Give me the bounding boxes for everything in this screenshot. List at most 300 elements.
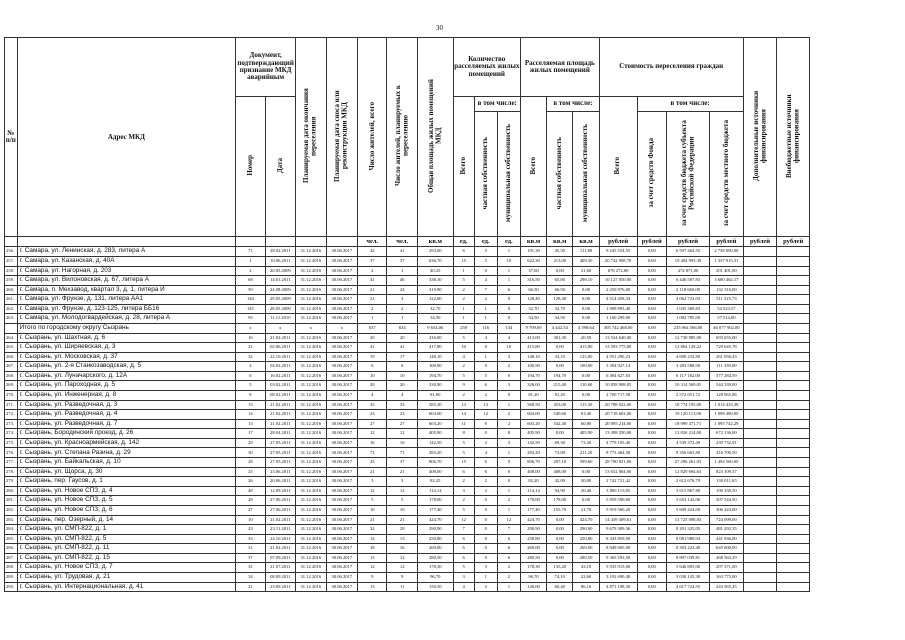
row-cell: 2	[453, 496, 474, 506]
row-cell	[743, 438, 777, 448]
row-cell: 10 127 050,00	[599, 276, 637, 286]
row-address: г. Сызрань, ул. Новое СПЗ, д. 6	[17, 505, 236, 515]
row-cell: 81,20	[520, 391, 546, 401]
row-cell: 0,00	[547, 362, 573, 372]
row-cell: 17	[236, 429, 265, 439]
row-cell: 31.12.2016	[296, 276, 326, 286]
row-cell: 0	[497, 304, 520, 314]
row-cell: 201 401,00	[710, 266, 744, 276]
row-cell: 0	[474, 515, 497, 525]
row-cell: 1 082 785,00	[666, 314, 709, 324]
row-cell: 111 339,00	[710, 362, 744, 372]
row-address: г. Сызрань, ул. Инженерная, д. 8	[17, 391, 236, 401]
row-cell: 31.12.2016	[296, 362, 326, 372]
row-cell: 9 201 325,05	[666, 525, 709, 535]
row-cell: 603,20	[417, 419, 453, 429]
row-cell: 4	[236, 362, 265, 372]
row-cell: 0,00	[637, 429, 666, 439]
row-cell: 0,00	[637, 515, 666, 525]
row-cell: 10 314 569,05	[666, 381, 709, 391]
row-cell: 20,50	[573, 333, 599, 343]
row-cell	[777, 381, 810, 391]
row-cell: 178,30	[520, 563, 546, 573]
row-cell: 96,70	[417, 573, 453, 583]
row-cell: 30.06.2017	[326, 467, 358, 477]
row-cell: 3 030 125,38	[666, 573, 709, 583]
row-cell	[743, 534, 777, 544]
row-cell: 21	[358, 515, 387, 525]
row-cell: 0	[474, 343, 497, 353]
row-cell	[743, 391, 777, 401]
header-cost-local: за счет средств местного бюджета	[710, 112, 744, 237]
row-cell: 4	[453, 582, 474, 592]
row-cell: 31.12.2016	[296, 429, 326, 439]
row-number: 269.	[5, 381, 18, 391]
row-cell: 453,00	[547, 400, 573, 410]
row-cell: 30	[236, 448, 265, 458]
row-cell: 30.06.2017	[326, 544, 358, 554]
row-cell: 140,00	[520, 582, 546, 592]
row-cell: 30.06.2017	[326, 429, 358, 439]
row-cell: 0,00	[637, 285, 666, 295]
row-cell	[777, 256, 810, 266]
row-cell: 9	[453, 381, 474, 391]
row-cell: 2	[453, 391, 474, 401]
row-cell	[777, 544, 810, 554]
row-cell: 4 690 233,80	[666, 352, 709, 362]
row-cell: 2	[453, 362, 474, 372]
row-cell: 37,60	[520, 266, 546, 276]
row-cell: 5	[453, 371, 474, 381]
row-cell: 31	[236, 544, 265, 554]
row-cell: 408,00	[417, 467, 453, 477]
row-cell: 415,80	[573, 343, 599, 353]
row-cell: 5	[236, 381, 265, 391]
row-cell: 0,00	[547, 266, 573, 276]
row-address: г. Сызрань, ул. Щорса, д. 30	[17, 467, 236, 477]
row-address: г. Сызрань, ул. Байкальская, д. 10	[17, 458, 236, 468]
row-cell: 0,00	[637, 352, 666, 362]
row-cell: 4	[387, 391, 417, 401]
row-cell: 5 609 424,00	[666, 505, 709, 515]
row-number: 260.	[5, 285, 18, 295]
row-cell	[743, 352, 777, 362]
table-row	[5, 429, 810, 439]
row-cell: 20	[387, 333, 417, 343]
row-cell: 1 160 299,00	[599, 314, 637, 324]
row-address: г. Самара, ул. Казанская, д. 40А	[17, 256, 236, 266]
row-cell	[743, 381, 777, 391]
row-cell	[743, 525, 777, 535]
row-cell	[777, 352, 810, 362]
row-cell: 269,00	[520, 544, 546, 554]
row-cell: 5	[387, 496, 417, 506]
row-cell	[743, 496, 777, 506]
row-number: 279.	[5, 477, 18, 487]
row-cell: 417,80	[417, 343, 453, 353]
row-number: 280.	[5, 486, 18, 496]
row-cell: 0,00	[637, 256, 666, 266]
row-cell: 6 446 587,83	[666, 276, 709, 286]
row-cell: 30.06.2017	[326, 573, 358, 583]
row-cell: 22.10.2011	[265, 352, 295, 362]
row-cell: 0,00	[547, 544, 573, 554]
row-cell: 30.06.2017	[326, 515, 358, 525]
row-cell: 21.07.2011	[265, 563, 295, 573]
row-cell: 1	[474, 573, 497, 583]
header-area: Расселяемая площадь жилых помещений	[520, 38, 599, 97]
row-cell: 8	[497, 429, 520, 439]
row-cell: 66,50	[547, 285, 573, 295]
row-cell	[777, 400, 810, 410]
row-cell: 5 652 142,06	[666, 496, 709, 506]
row-cell: 32,70	[520, 304, 546, 314]
row-cell: 5	[453, 448, 474, 458]
row-cell: 408,00	[520, 467, 546, 477]
row-cell: 297 371,00	[710, 563, 744, 573]
row-cell: 30.06.2017	[326, 438, 358, 448]
row-cell: 31.12.2016	[296, 458, 326, 468]
row-address: г. Сызрань, ул. СМП-822, д. 1	[17, 525, 236, 535]
table-row	[5, 525, 810, 535]
row-cell: 603,20	[520, 419, 546, 429]
row-cell: 178,00	[520, 496, 546, 506]
row-cell: 1	[453, 266, 474, 276]
row-cell: 2 572 651,72	[666, 391, 709, 401]
row-cell: 5	[453, 276, 474, 286]
row-cell: 16	[358, 438, 387, 448]
row-cell: 41	[358, 343, 387, 353]
row-cell: 9 654,06	[417, 323, 453, 333]
row-number: 263.	[5, 314, 18, 324]
row-cell: 8 303 223,40	[666, 544, 709, 554]
row-cell: 31.12.2016	[296, 247, 326, 257]
row-cell: 57 514,00	[710, 314, 744, 324]
row-cell: 13	[387, 534, 417, 544]
unit-cell: рублей	[710, 237, 744, 247]
header-residents-planned: Число жителей, планируемых к переселению	[387, 38, 417, 237]
row-number: 267.	[5, 362, 18, 372]
row-cell: 23	[236, 525, 265, 535]
row-cell: 30.06.2017	[326, 553, 358, 563]
header-address: Адрес МКД	[17, 38, 236, 237]
row-cell	[777, 295, 810, 305]
row-cell: 0	[474, 525, 497, 535]
table-row	[5, 381, 810, 391]
row-cell: 409,30	[573, 256, 599, 266]
row-cell: 1	[497, 266, 520, 276]
row-cell: 40,25	[417, 266, 453, 276]
row-cell: 37	[358, 256, 387, 266]
unit-cell: кв.м	[547, 237, 573, 247]
unit-cell: ед.	[453, 237, 474, 247]
row-cell: 13 498 350,00	[599, 429, 637, 439]
row-number: 286.	[5, 544, 18, 554]
row-cell: 23	[387, 410, 417, 420]
row-cell: 144	[236, 295, 265, 305]
row-cell: 73,20	[573, 438, 599, 448]
row-number: 290.	[5, 582, 18, 592]
row-cell: 07.09.2011	[265, 553, 295, 563]
table-row	[5, 400, 810, 410]
row-cell: 0,00	[637, 381, 666, 391]
row-cell: 31.12.2016	[296, 400, 326, 410]
row-cell: 377 284,59	[710, 371, 744, 381]
row-cell: 31.12.2016	[296, 352, 326, 362]
row-number: 287.	[5, 553, 18, 563]
row-cell: 0,00	[637, 525, 666, 535]
row-cell: 2 118 660,00	[666, 285, 709, 295]
row-cell: 405,90	[520, 429, 546, 439]
table-row	[5, 410, 810, 420]
row-cell	[777, 323, 810, 333]
row-cell	[777, 525, 810, 535]
row-cell: 0,00	[637, 496, 666, 506]
row-cell: 4 951 290,23	[599, 352, 637, 362]
row-cell: 0,00	[637, 400, 666, 410]
row-cell: 30.06.2017	[326, 285, 358, 295]
row-cell: 13 593 775,00	[599, 343, 637, 353]
row-cell: 31.12.2016	[296, 410, 326, 420]
row-cell: 30.06.2017	[326, 247, 358, 257]
row-number: 256.	[5, 247, 18, 257]
row-cell: 48	[236, 486, 265, 496]
table-row	[5, 448, 810, 458]
row-address: г. Сызрань, ул. Разведочная, д. 4	[17, 410, 236, 420]
row-cell: 4 442,54	[547, 323, 573, 333]
header-area-municipal: муниципальная собственность	[573, 112, 599, 237]
row-cell: 1	[497, 505, 520, 515]
row-cell: 9 679 309,36	[599, 525, 637, 535]
table-row	[5, 362, 810, 372]
row-cell: 0,00	[547, 343, 573, 353]
row-cell: 0,00	[637, 467, 666, 477]
row-cell: 25	[236, 467, 265, 477]
row-cell: 4 514 458,33	[599, 295, 637, 305]
row-cell: 326,00	[520, 381, 546, 391]
row-cell: 0,00	[637, 295, 666, 305]
row-cell: 148,10	[417, 352, 453, 362]
row-cell: 21,70	[573, 505, 599, 515]
row-cell: 3	[474, 563, 497, 573]
row-cell: 42	[358, 247, 387, 257]
row-cell: 194,70	[417, 371, 453, 381]
row-cell: 6	[453, 467, 474, 477]
row-cell: 13 524 640,00	[599, 333, 637, 343]
row-cell: 1	[474, 304, 497, 314]
row-cell: 634	[387, 323, 417, 333]
table-row	[5, 391, 810, 401]
row-cell: 10	[387, 505, 417, 515]
row-cell: 568,50	[520, 400, 546, 410]
row-cell: 178,30	[417, 563, 453, 573]
row-cell: 0,00	[637, 371, 666, 381]
row-cell: 10.06.2011	[265, 256, 295, 266]
row-cell: 2	[474, 438, 497, 448]
row-cell: 42,00	[547, 477, 573, 487]
row-cell	[777, 582, 810, 592]
row-cell: 19 404 993,39	[666, 256, 709, 266]
row-cell: 14	[236, 410, 265, 420]
row-cell: 12	[387, 486, 417, 496]
row-cell: 20 742 908,70	[599, 256, 637, 266]
row-cell: 3 192 690,40	[599, 573, 637, 583]
row-cell: 0,00	[637, 553, 666, 563]
row-cell: 604,00	[520, 410, 546, 420]
row-cell: 424,70	[417, 515, 453, 525]
row-cell: 2	[474, 477, 497, 487]
row-cell: 544 339,00	[710, 381, 744, 391]
table-row	[5, 419, 810, 429]
row-cell: x	[326, 323, 358, 333]
row-cell: 0,00	[637, 563, 666, 573]
row-cell	[777, 343, 810, 353]
row-cell	[777, 410, 810, 420]
row-cell: 96,70	[520, 573, 546, 583]
subtotal-row	[5, 323, 810, 333]
row-cell: 0,00	[573, 295, 599, 305]
row-cell: 10	[236, 515, 265, 525]
table-row	[5, 467, 810, 477]
row-cell: 27.06.2011	[265, 505, 295, 515]
row-cell: 2	[497, 419, 520, 429]
row-cell	[777, 333, 810, 343]
row-cell: 14	[453, 410, 474, 420]
row-cell: 0,00	[637, 544, 666, 554]
row-cell: 21	[236, 343, 265, 353]
row-address: г. Сызрань, пер. Озерный, д. 14	[17, 515, 236, 525]
row-cell: 0,00	[637, 438, 666, 448]
row-cell: 4	[453, 352, 474, 362]
row-cell: 128,40	[547, 295, 573, 305]
row-cell: 0,00	[547, 429, 573, 439]
row-cell: 0,00	[637, 333, 666, 343]
row-cell: 13 652 804,00	[599, 467, 637, 477]
row-cell: 1 099 893,40	[599, 304, 637, 314]
row-cell	[743, 247, 777, 257]
row-cell: 32	[358, 525, 387, 535]
row-cell: 474 871,00	[666, 266, 709, 276]
header-doc-date: Дата	[265, 97, 295, 237]
row-cell: 7	[497, 525, 520, 535]
row-cell: 9 365 593,50	[599, 553, 637, 563]
row-cell: 66,50	[520, 285, 546, 295]
row-cell: 0,00	[637, 323, 666, 333]
row-cell: 250,80	[520, 534, 546, 544]
row-cell: 405,90	[417, 429, 453, 439]
row-cell: 135,20	[547, 563, 573, 573]
row-cell: 2	[497, 362, 520, 372]
row-cell: 10	[358, 505, 387, 515]
header-qty-private: частная собственность	[474, 112, 497, 237]
row-cell	[777, 247, 810, 257]
row-cell: 0,00	[637, 276, 666, 286]
row-cell	[743, 314, 777, 324]
row-cell: 16	[236, 333, 265, 343]
row-cell: 81,20	[547, 391, 573, 401]
row-cell: 6 494 627,83	[599, 371, 637, 381]
header-doc: Документ, подтверждающий признание МКД аварийным	[236, 38, 296, 97]
row-cell: 2	[453, 477, 474, 487]
row-cell	[777, 362, 810, 372]
row-cell: 28.04.2011	[265, 429, 295, 439]
row-cell	[777, 285, 810, 295]
row-cell: 17	[387, 352, 417, 362]
header-cost-subject: за счет средств бюджета субъекта Российской Федерации	[666, 112, 709, 237]
header-qty: Количество расселяемых жилых помещений	[453, 38, 520, 97]
row-cell: 6	[453, 544, 474, 554]
row-number: 265.	[5, 343, 18, 353]
row-cell: 13	[474, 400, 497, 410]
row-cell: 31.12.2016	[296, 285, 326, 295]
table-row	[5, 352, 810, 362]
row-cell	[777, 371, 810, 381]
row-cell: 3	[358, 477, 387, 487]
row-cell: 12 829 694,63	[666, 467, 709, 477]
row-cell: 2	[497, 563, 520, 573]
row-address: г. Сызрань, ул. Новое СПЗ, д. 5	[17, 496, 236, 506]
row-cell: x	[296, 323, 326, 333]
row-number: 284.	[5, 525, 18, 535]
row-address: г. Сызрань, ул. Интернациональная, д. 41	[17, 582, 236, 592]
row-cell: 5	[474, 247, 497, 257]
row-cell: 6	[497, 534, 520, 544]
row-cell: 31	[236, 563, 265, 573]
row-cell: 0	[474, 553, 497, 563]
row-cell: 542,40	[547, 419, 573, 429]
row-cell	[743, 304, 777, 314]
row-cell: 34,50	[547, 314, 573, 324]
row-cell: 2	[497, 573, 520, 583]
row-cell: 1	[453, 314, 474, 324]
row-cell: 132 316,00	[710, 285, 744, 295]
table-row	[5, 247, 810, 257]
row-cell: 24.10.2011	[265, 534, 295, 544]
row-cell	[777, 429, 810, 439]
row-cell: 2 250 976,00	[599, 285, 637, 295]
row-cell: 2	[474, 486, 497, 496]
row-cell: 54 523,57	[710, 304, 744, 314]
row-cell: 9 245 554,55	[599, 247, 637, 257]
table-row	[5, 295, 810, 305]
row-cell: 100,90	[417, 362, 453, 372]
row-cell: 22,60	[573, 573, 599, 583]
row-cell: 0,00	[637, 343, 666, 353]
row-cell: 31.12.2016	[296, 391, 326, 401]
row-cell	[743, 419, 777, 429]
table-row	[5, 582, 810, 592]
row-cell: 30.06.2017	[326, 400, 358, 410]
row-address: г. Самара, п. Мехзавод, квартал 3, д. 1, литера И	[17, 285, 236, 295]
row-cell: 14 439 309,61	[599, 515, 637, 525]
table-row	[5, 314, 810, 324]
row-cell: 150,50	[417, 582, 453, 592]
row-cell: 94,90	[547, 486, 573, 496]
row-cell: 16	[387, 544, 417, 554]
row-cell	[743, 477, 777, 487]
row-cell: 3 283 588,00	[666, 362, 709, 372]
row-cell: 23	[358, 410, 387, 420]
row-cell: 30.06.2017	[326, 534, 358, 544]
row-cell: 43,10	[573, 563, 599, 573]
row-cell: 21.02.2011	[265, 400, 295, 410]
row-cell: 7	[474, 285, 497, 295]
row-cell: 30.06.2017	[326, 304, 358, 314]
row-address: г. Сызрань, ул. Разведочная, д. 3	[17, 400, 236, 410]
row-cell: 290,90	[573, 525, 599, 535]
row-cell: 30.06.2017	[326, 486, 358, 496]
row-cell: 04.02.2011	[265, 362, 295, 372]
